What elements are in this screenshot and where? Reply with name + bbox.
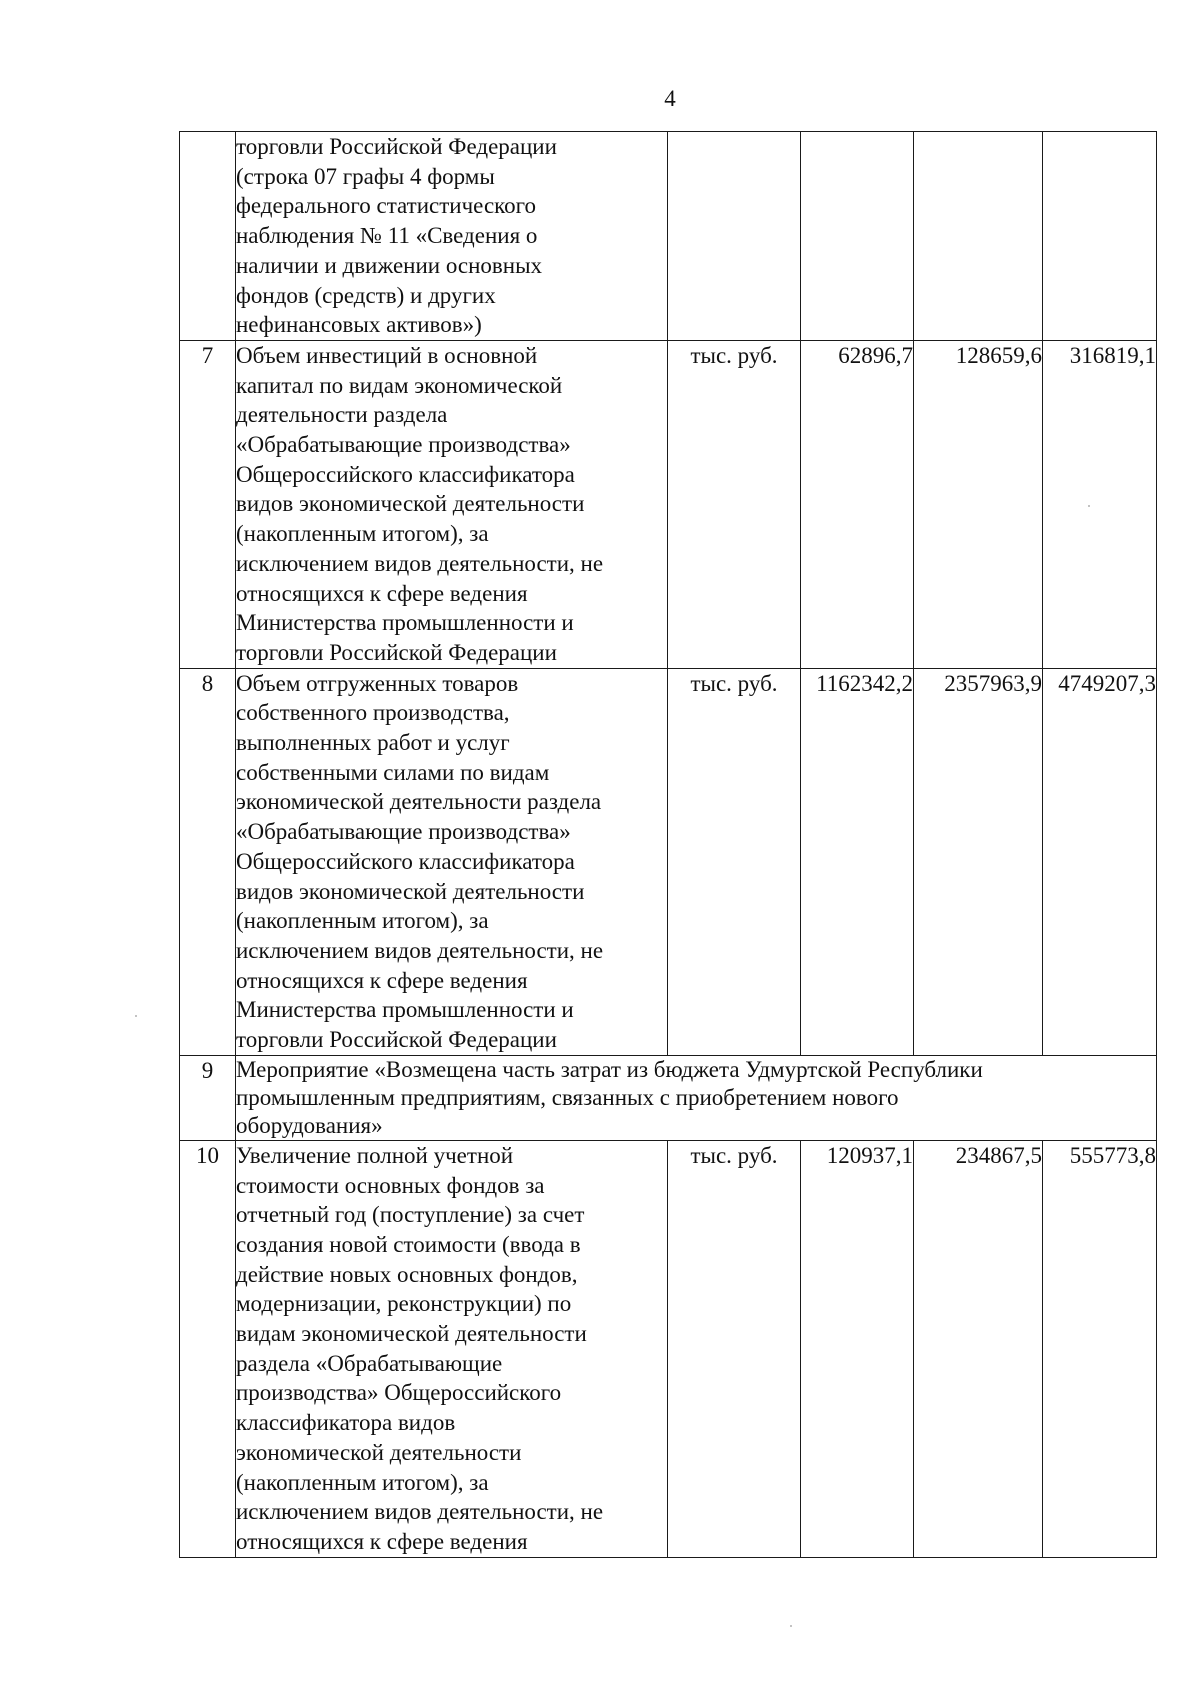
value-cell: 2357963,9 [914,668,1043,1055]
indicator-description [236,340,668,668]
description-line: Увеличение полной учетной [236,1142,514,1168]
row-number [180,132,236,341]
value-cell [914,132,1043,341]
indicator-description [236,1140,668,1557]
description-line: Объем отгруженных товаров [236,670,519,696]
description-line: экономической деятельности [236,1439,522,1465]
table-row [180,1140,1157,1557]
description-line: наблюдения № 11 «Сведения о [236,223,538,249]
description-line: стоимости основных фондов за [236,1172,545,1198]
description-line: торговли Российской Федерации [236,134,557,159]
description-line: раздела «Обрабатывающие [236,1350,503,1376]
value-cell [1043,132,1157,341]
description-line: исключением видов деятельности, не [236,1499,604,1525]
description-line: модернизации, реконструкции) по [236,1291,572,1317]
description-line: Министерства промышленности и [236,997,574,1023]
unit-cell: тыс. руб. [668,340,801,668]
description-line: собственными силами по видам [236,759,550,785]
description-line: (накопленным итогом), за [236,1469,489,1495]
description-line: отчетный год (поступление) за счет [236,1202,585,1228]
description-line: относящихся к сфере ведения [236,580,528,606]
description-line: Общероссийского классификатора [236,461,575,487]
indicator-description [236,668,668,1055]
value-cell: 62896,7 [801,340,914,668]
description-line: капитал по видам экономической [236,372,563,398]
value-cell: 234867,5 [914,1140,1043,1557]
indicators-table [179,131,1157,1558]
unit-cell: тыс. руб. [668,668,801,1055]
scan-speck [790,1625,792,1627]
description-line: производства» Общероссийского [236,1380,562,1406]
description-line: создания новой стоимости (ввода в [236,1231,581,1257]
value-cell [801,132,914,341]
description-line: «Обрабатывающие производства» [236,819,571,845]
description-line: исключением видов деятельности, не [236,550,604,576]
description-line: выполненных работ и услуг [236,730,510,756]
description-line: Мероприятие «Возмещена часть затрат из бюджета Удмуртской Республики [236,1056,983,1082]
description-line: собственного производства, [236,700,510,726]
value-cell: 555773,8 [1043,1140,1157,1557]
description-line: фондов (средств) и других [236,282,496,308]
scan-speck [1088,505,1090,507]
description-line: промышленным предприятиям, связанных с приобретением нового [236,1084,899,1110]
description-line: видов экономической деятельности [236,491,585,517]
description-line: (строка 07 графы 4 формы [236,163,495,189]
scan-speck [135,1015,137,1017]
description-line: относящихся к сфере ведения [236,967,528,993]
description-line: относящихся к сфере ведения [236,1528,528,1554]
indicator-description [236,132,668,341]
description-line: торговли Российской Федерации [236,639,557,665]
description-line: видов экономической деятельности [236,878,585,904]
table-row [180,668,1157,1055]
description-line: Общероссийского классификатора [236,848,575,874]
description-line: торговли Российской Федерации [236,1027,557,1053]
table-row [180,340,1157,668]
description-line: видам экономической деятельности [236,1321,587,1347]
description-line: экономической деятельности раздела [236,789,602,815]
description-line: Министерства промышленности и [236,610,574,636]
row-number: 9 [180,1055,236,1140]
description-line: федерального статистического [236,193,537,219]
value-cell: 1162342,2 [801,668,914,1055]
activity-description [236,1055,1157,1140]
description-line: (накопленным итогом), за [236,521,489,547]
row-number: 8 [180,668,236,1055]
description-line: (накопленным итогом), за [236,908,489,934]
page-number: 4 [664,86,676,111]
value-cell: 316819,1 [1043,340,1157,668]
description-line: деятельности раздела [236,402,448,428]
description-line: наличии и движении основных [236,252,543,278]
description-line: оборудования» [236,1112,383,1138]
table-row [180,132,1157,341]
value-cell: 128659,6 [914,340,1043,668]
unit-cell [668,132,801,341]
table-row [180,1055,1157,1140]
description-line: классификатора видов [236,1410,456,1436]
row-number: 7 [180,340,236,668]
description-line: исключением видов деятельности, не [236,937,604,963]
value-cell: 4749207,3 [1043,668,1157,1055]
unit-cell: тыс. руб. [668,1140,801,1557]
row-number: 10 [180,1140,236,1557]
description-line: действие новых основных фондов, [236,1261,578,1287]
description-line: Объем инвестиций в основной [236,342,538,368]
description-line: нефинансовых активов») [236,312,482,338]
value-cell: 120937,1 [801,1140,914,1557]
description-line: «Обрабатывающие производства» [236,432,571,458]
